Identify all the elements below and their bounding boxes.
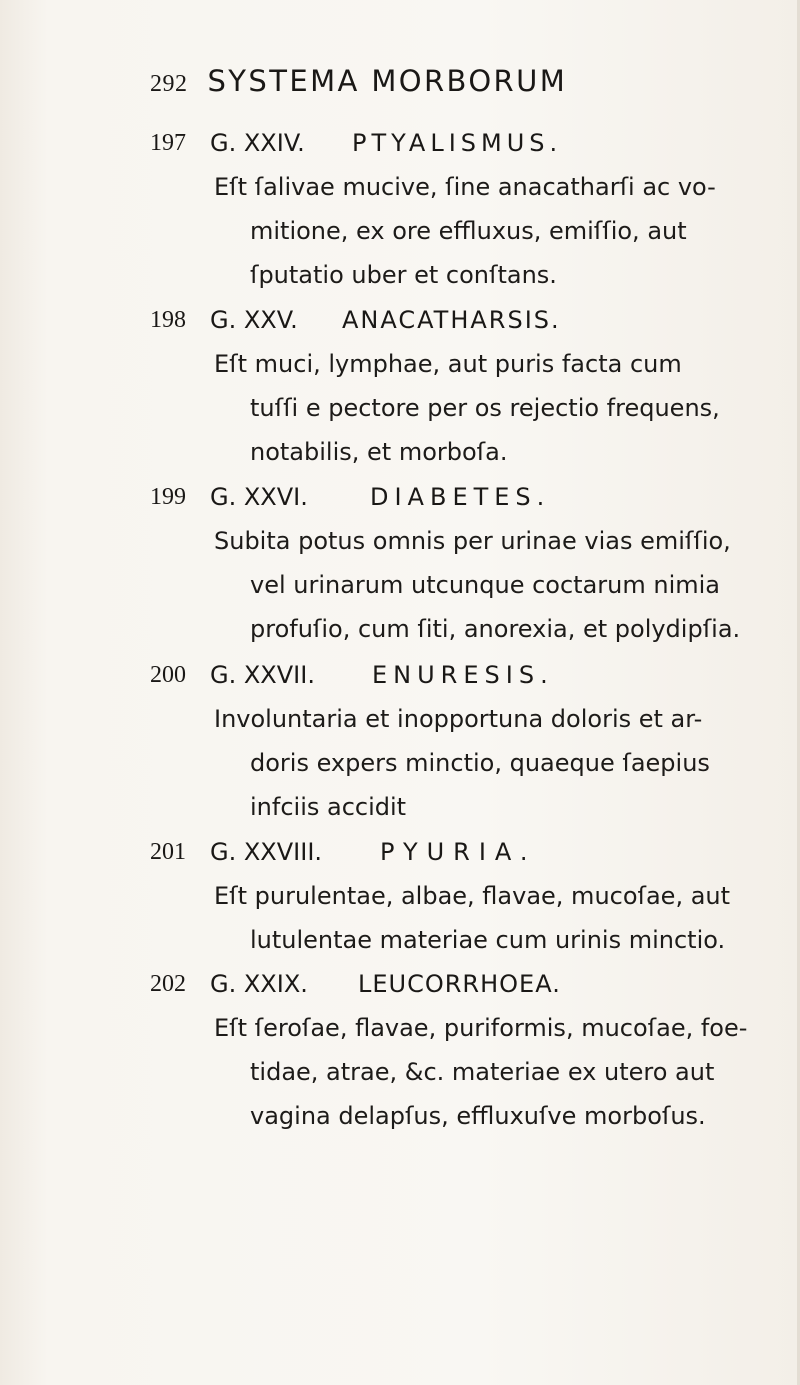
entry-genus: G. XXVIII. — [210, 838, 323, 866]
description-line: mitione, ex ore effluxus, emiſſio, aut — [250, 217, 687, 245]
description-line: Eſt muci, lymphae, aut puris facta cum — [214, 350, 682, 378]
description-line: Eſt ſalivae mucive, ſine anacatharſi ac vo- — [214, 173, 716, 201]
entry-name: DIABETES. — [370, 483, 551, 511]
description-line: tuſſi e pectore per os rejectio frequens, — [250, 394, 720, 422]
running-head — [150, 64, 567, 108]
entry-name: ENURESIS. — [372, 661, 554, 689]
description-line: infciis accidit — [250, 793, 407, 821]
entry-genus: G. XXIV. — [210, 129, 305, 157]
description-line: doris expers minctio, quaeque ſaepius — [250, 749, 710, 777]
entry-number: 199 — [150, 484, 186, 510]
entry-number: 200 — [150, 662, 186, 688]
entry-name: PTYALISMUS. — [352, 129, 563, 157]
entry-name: LEUCORRHOEA. — [358, 970, 561, 998]
entry-genus: G. XXIX. — [210, 970, 308, 998]
description-line: lutulentae materiae cum urinis minctio. — [250, 926, 726, 954]
entry-number: 197 — [150, 130, 186, 156]
page-number: 292 — [150, 71, 188, 97]
entry-name: ANACATHARSIS. — [342, 306, 561, 334]
description-line: Eſt purulentae, albae, flavae, mucoſae, aut — [214, 882, 731, 910]
entry-number: 201 — [150, 839, 186, 865]
description-line: Involuntaria et inopportuna doloris et ar- — [214, 705, 703, 733]
description-line: profuſio, cum ſiti, anorexia, et polydipſia. — [250, 615, 741, 643]
description-line: ſputatio uber et conſtans. — [250, 261, 557, 289]
description-line: Eſt ſeroſae, flavae, puriformis, mucoſae, foe- — [214, 1014, 748, 1042]
running-title: SYSTEMA MORBORUM — [207, 64, 568, 98]
entry-genus: G. XXVII. — [210, 661, 315, 689]
entry-name: PYURIA. — [380, 838, 537, 866]
description-line: Subita potus omnis per urinae vias emiſſio, — [214, 527, 731, 555]
entry-number: 198 — [150, 307, 186, 333]
entry-genus: G. XXV. — [210, 306, 298, 334]
description-line: vel urinarum utcunque coctarum nimia — [250, 571, 721, 599]
description-line: vagina delapſus, effluxuſve morboſus. — [250, 1102, 706, 1130]
description-line: tidae, atrae, &c. materiae ex utero aut — [250, 1058, 715, 1086]
entry-number: 202 — [150, 971, 186, 997]
entry-genus: G. XXVI. — [210, 483, 308, 511]
description-line: notabilis, et morboſa. — [250, 438, 508, 466]
